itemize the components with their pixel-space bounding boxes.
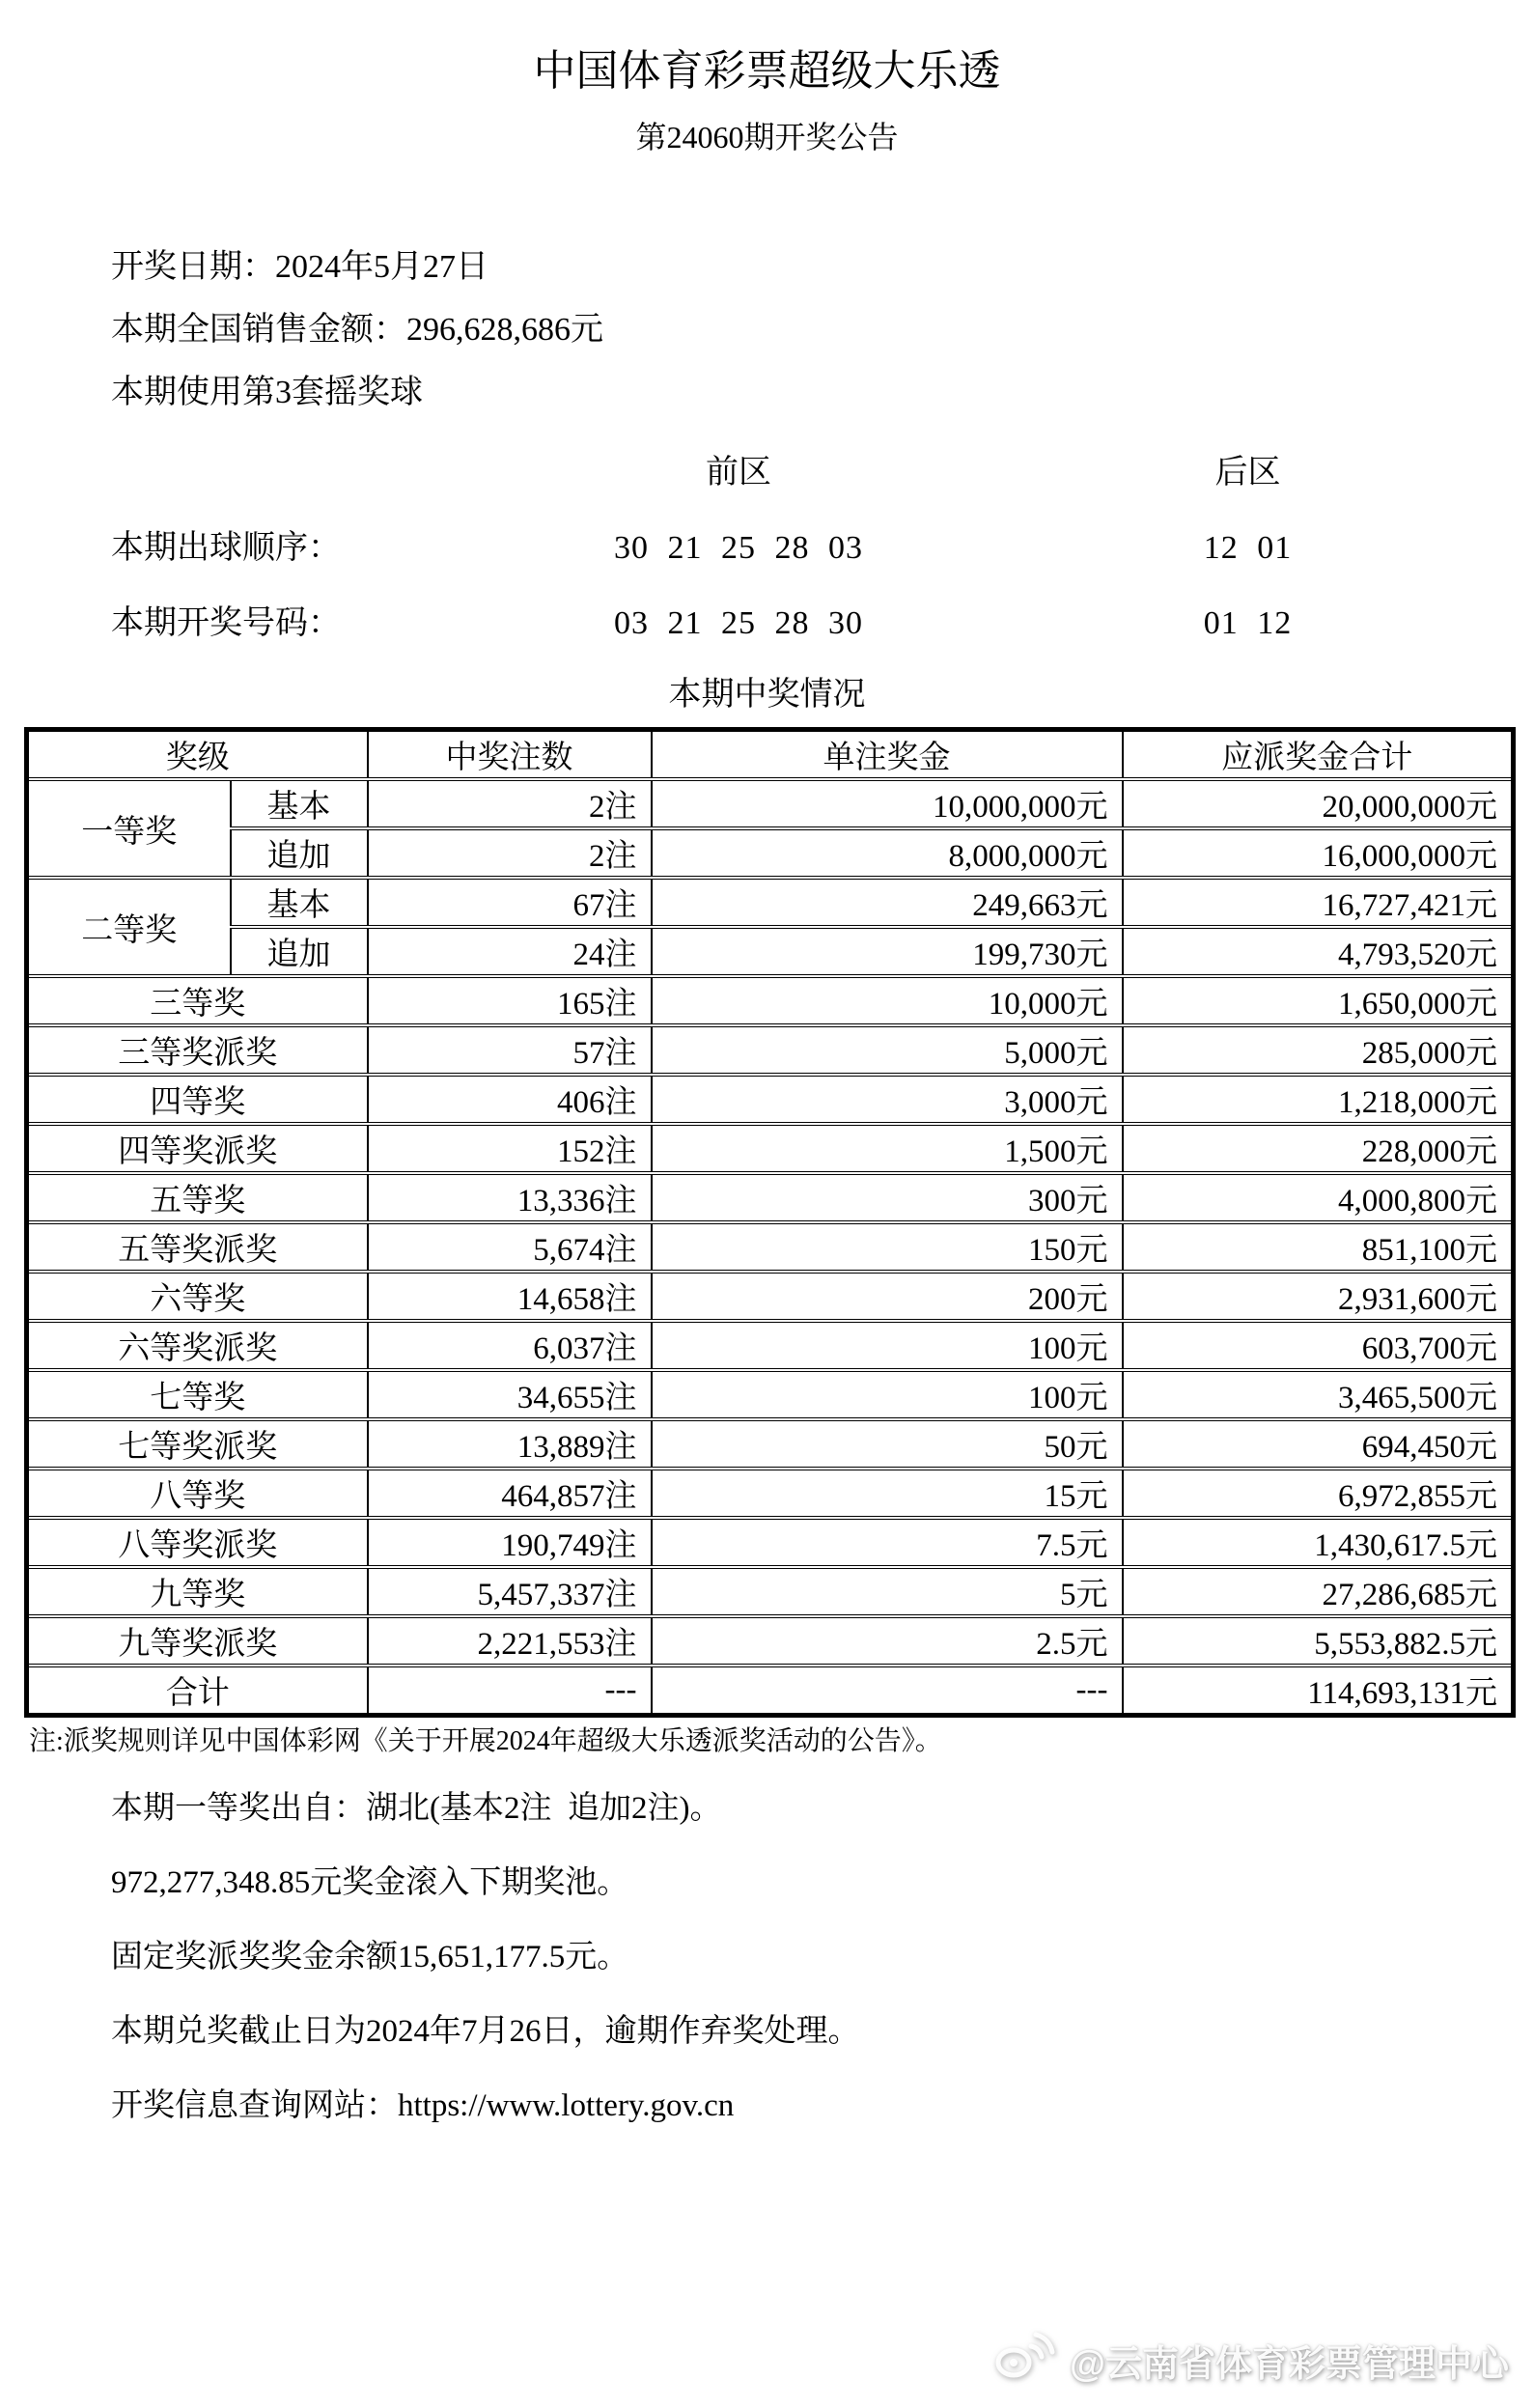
- sales-amount: 本期全国销售金额：296,628,686元: [111, 312, 603, 348]
- zone-header-spacer: [111, 435, 430, 511]
- cell-level: 四等奖: [27, 1075, 368, 1124]
- col-header-single-prize: 单注奖金: [652, 730, 1123, 780]
- table-row: [27, 1124, 1514, 1173]
- website-line: [111, 2086, 1534, 2125]
- cell-total-prize: 27,286,685元: [1123, 1567, 1514, 1616]
- cell-level: 一等奖: [27, 779, 231, 878]
- cell-total-prize: 694,450元: [1123, 1419, 1514, 1469]
- cell-total-prize: 2,931,600元: [1123, 1272, 1514, 1321]
- table-row: [27, 1222, 1514, 1272]
- cell-count: ---: [368, 1666, 652, 1716]
- table-row: [27, 976, 1514, 1025]
- cell-count: 13,889注: [368, 1419, 652, 1469]
- cell-count: 57注: [368, 1025, 652, 1075]
- table-row: [27, 1567, 1514, 1616]
- table-note: 注:派奖规则详见中国体彩网《关于开展2024年超级大乐透派奖活动的公告》。: [29, 1726, 942, 1756]
- table-row: [27, 1616, 1514, 1666]
- cell-single-prize: 10,000元: [652, 976, 1123, 1025]
- cell-total-prize: 1,218,000元: [1123, 1075, 1514, 1124]
- cell-count: 14,658注: [368, 1272, 652, 1321]
- table-row: [27, 779, 1514, 828]
- cell-count: 2注: [368, 779, 652, 828]
- claim-deadline: 本期兑奖截止日为2024年7月26日，逾期作弃奖处理。: [111, 2014, 860, 2049]
- cell-subtype: 追加: [231, 828, 368, 878]
- cell-level: 五等奖: [27, 1173, 368, 1222]
- col-header-count: 中奖注数: [368, 730, 652, 780]
- watermark-handle: @云南省体育彩票管理中心: [1069, 2343, 1509, 2385]
- cell-single-prize: 7.5元: [652, 1518, 1123, 1567]
- cell-count: 152注: [368, 1124, 652, 1173]
- cell-total-prize: 1,650,000元: [1123, 976, 1514, 1025]
- table-row: [27, 1321, 1514, 1370]
- ball-order-label: 本期出球顺序：: [111, 530, 341, 566]
- table-row: [27, 1272, 1514, 1321]
- cell-level: 合计: [27, 1666, 368, 1716]
- table-row: [27, 828, 1514, 878]
- cell-count: 13,336注: [368, 1173, 652, 1222]
- ball-order-front-numbers: 30 21 25 28 03: [614, 530, 863, 566]
- cell-level: 六等奖: [27, 1272, 368, 1321]
- weibo-icon: [992, 2329, 1056, 2391]
- cell-count: 165注: [368, 976, 652, 1025]
- table-row: [27, 927, 1514, 976]
- table-row: [27, 1419, 1514, 1469]
- cell-count: 34,655注: [368, 1370, 652, 1419]
- col-header-total-prize: 应派奖金合计: [1123, 730, 1514, 780]
- cell-total-prize: 228,000元: [1123, 1124, 1514, 1173]
- draw-numbers-section: [111, 435, 1534, 661]
- cell-level: 三等奖: [27, 976, 368, 1025]
- cell-level: 九等奖: [27, 1567, 368, 1616]
- table-row: [27, 878, 1514, 927]
- cell-total-prize: 5,553,882.5元: [1123, 1616, 1514, 1666]
- cell-single-prize: 300元: [652, 1173, 1123, 1222]
- cell-level: 七等奖: [27, 1370, 368, 1419]
- ball-set: 本期使用第3套摇奖球: [111, 375, 423, 410]
- page-subtitle: 第24060期开奖公告: [635, 120, 899, 154]
- table-row: [27, 1075, 1514, 1124]
- cell-level: 八等奖: [27, 1469, 368, 1518]
- first-prize-origin: 本期一等奖出自：湖北(基本2注 追加2注)。: [111, 1791, 722, 1826]
- ball-order-back-numbers: 12 01: [1203, 530, 1293, 566]
- winning-front-numbers: 03 21 25 28 30: [614, 605, 863, 641]
- cell-total-prize: 851,100元: [1123, 1222, 1514, 1272]
- cell-total-prize: 285,000元: [1123, 1025, 1514, 1075]
- prize-table: [24, 727, 1516, 1718]
- cell-count: 5,457,337注: [368, 1567, 652, 1616]
- cell-total-prize: 4,793,520元: [1123, 927, 1514, 976]
- cell-count: 406注: [368, 1075, 652, 1124]
- cell-subtype: 追加: [231, 927, 368, 976]
- cell-single-prize: 1,500元: [652, 1124, 1123, 1173]
- draw-info-section: [111, 236, 1534, 424]
- table-row: [27, 1370, 1514, 1419]
- cell-count: 24注: [368, 927, 652, 976]
- cell-total-prize: 16,727,421元: [1123, 878, 1514, 927]
- cell-single-prize: ---: [652, 1666, 1123, 1716]
- cell-count: 464,857注: [368, 1469, 652, 1518]
- cell-level: 二等奖: [27, 878, 231, 976]
- cell-total-prize: 114,693,131元: [1123, 1666, 1514, 1716]
- cell-single-prize: 15元: [652, 1469, 1123, 1518]
- winning-numbers-label: 本期开奖号码：: [111, 605, 341, 641]
- cell-single-prize: 8,000,000元: [652, 828, 1123, 878]
- cell-level: 八等奖派奖: [27, 1518, 368, 1567]
- page-title: 中国体育彩票超级大乐透: [533, 47, 1001, 95]
- cell-total-prize: 6,972,855元: [1123, 1469, 1514, 1518]
- table-row: [27, 1173, 1514, 1222]
- back-zone-header: 后区: [1214, 455, 1281, 490]
- cell-single-prize: 5元: [652, 1567, 1123, 1616]
- website-label: 开奖信息查询网站：: [111, 2088, 398, 2123]
- cell-single-prize: 150元: [652, 1222, 1123, 1272]
- cell-total-prize: 16,000,000元: [1123, 828, 1514, 878]
- lottery-website-link[interactable]: https://www.lottery.gov.cn: [398, 2088, 735, 2123]
- cell-total-prize: 3,465,500元: [1123, 1370, 1514, 1419]
- prize-section-title: 本期中奖情况: [668, 677, 866, 713]
- cell-single-prize: 5,000元: [652, 1025, 1123, 1075]
- cell-single-prize: 249,663元: [652, 878, 1123, 927]
- cell-count: 2,221,553注: [368, 1616, 652, 1666]
- cell-total-prize: 603,700元: [1123, 1321, 1514, 1370]
- fixed-prize-balance: 固定奖派奖奖金余额15,651,177.5元。: [111, 1940, 629, 1974]
- cell-total-prize: 20,000,000元: [1123, 779, 1514, 828]
- cell-count: 6,037注: [368, 1321, 652, 1370]
- footer-section: [111, 1789, 1534, 2125]
- cell-single-prize: 100元: [652, 1370, 1123, 1419]
- watermark: [992, 2329, 1509, 2391]
- cell-total-prize: 4,000,800元: [1123, 1173, 1514, 1222]
- cell-count: 190,749注: [368, 1518, 652, 1567]
- draw-date: 开奖日期：2024年5月27日: [111, 249, 488, 285]
- cell-subtype: 基本: [231, 878, 368, 927]
- cell-subtype: 基本: [231, 779, 368, 828]
- cell-single-prize: 200元: [652, 1272, 1123, 1321]
- table-row: [27, 1518, 1514, 1567]
- table-row: [27, 1025, 1514, 1075]
- cell-single-prize: 50元: [652, 1419, 1123, 1469]
- cell-level: 七等奖派奖: [27, 1419, 368, 1469]
- rollover-amount: 972,277,348.85元奖金滚入下期奖池。: [111, 1865, 629, 1900]
- col-header-level: 奖级: [27, 730, 368, 780]
- winning-back-numbers: 01 12: [1203, 605, 1293, 641]
- cell-total-prize: 1,430,617.5元: [1123, 1518, 1514, 1567]
- cell-count: 67注: [368, 878, 652, 927]
- table-total-row: [27, 1666, 1514, 1716]
- cell-level: 五等奖派奖: [27, 1222, 368, 1272]
- cell-count: 5,674注: [368, 1222, 652, 1272]
- table-header-row: [27, 730, 1514, 780]
- cell-single-prize: 3,000元: [652, 1075, 1123, 1124]
- table-row: [27, 1469, 1514, 1518]
- cell-count: 2注: [368, 828, 652, 878]
- cell-single-prize: 100元: [652, 1321, 1123, 1370]
- cell-single-prize: 10,000,000元: [652, 779, 1123, 828]
- cell-level: 四等奖派奖: [27, 1124, 368, 1173]
- cell-level: 三等奖派奖: [27, 1025, 368, 1075]
- cell-single-prize: 2.5元: [652, 1616, 1123, 1666]
- front-zone-header: 前区: [706, 455, 771, 490]
- cell-single-prize: 199,730元: [652, 927, 1123, 976]
- cell-level: 六等奖派奖: [27, 1321, 368, 1370]
- cell-level: 九等奖派奖: [27, 1616, 368, 1666]
